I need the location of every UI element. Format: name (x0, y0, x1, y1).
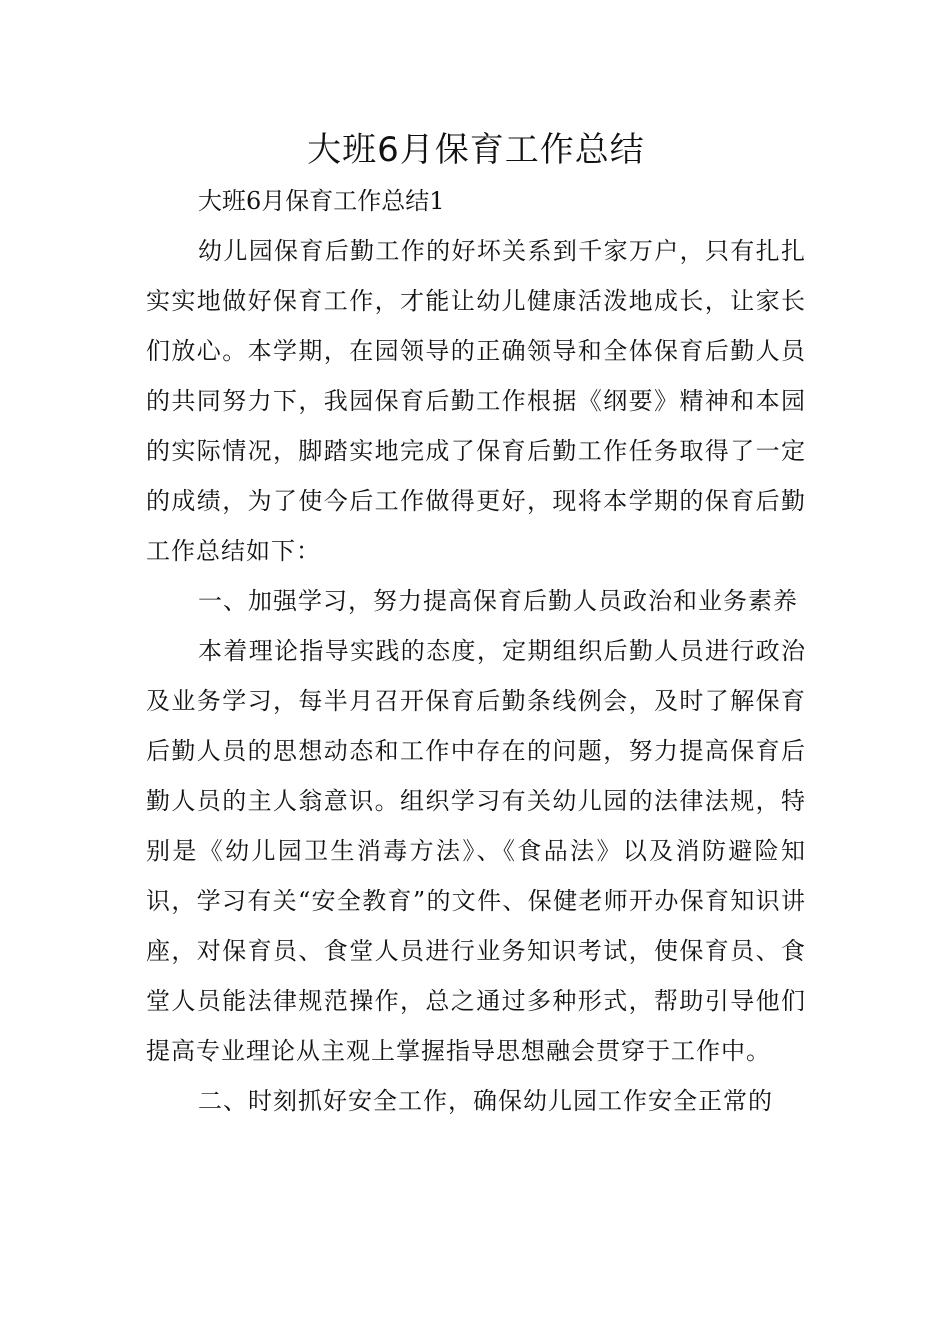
paragraph-section-1: 本着理论指导实践的态度，定期组织后勤人员进行政治及业务学习，每半月召开保育后勤条线例会，及时了解保育后勤人员的思想动态和工作中存在的问题，努力提高保育后勤人员的主人翁意识。组织学习有关幼儿园的法律法规，特别是《幼儿园卫生消毒方法》、《食品法》以及消防避险知识，学习有关“安全教育”的文件、保健老师开办保育知识讲座，对保育员、食堂人员进行业务知识考试，使保育员、食堂人员能法律规范操作，总之通过多种形式，帮助引导他们提高专业理论从主观上掌握指导思想融会贯穿于工作中。 (146, 637, 806, 1065)
document-title: 大班6月保育工作总结 (307, 130, 645, 170)
section-heading-1: 一、加强学习，努力提高保育后勤人员政治和业务素养 (198, 587, 798, 615)
document-page (146, 124, 806, 1126)
paragraph-intro: 幼儿园保育后勤工作的好坏关系到千家万户，只有扎扎实实地做好保育工作，才能让幼儿健康活泼地成长，让家长们放心。本学期，在园领导的正确领导和全体保育后勤人员的共同努力下，我园保育后勤工作根据《纲要》精神和本园的实际情况，脚踏实地完成了保育后勤工作任务取得了一定的成绩，为了使今后工作做得更好，现将本学期的保育后勤工作总结如下： (146, 237, 806, 565)
document-subtitle: 大班6月保育工作总结1 (198, 187, 445, 215)
section-heading-2: 二、时刻抓好安全工作，确保幼儿园工作安全正常的 (198, 1087, 773, 1115)
